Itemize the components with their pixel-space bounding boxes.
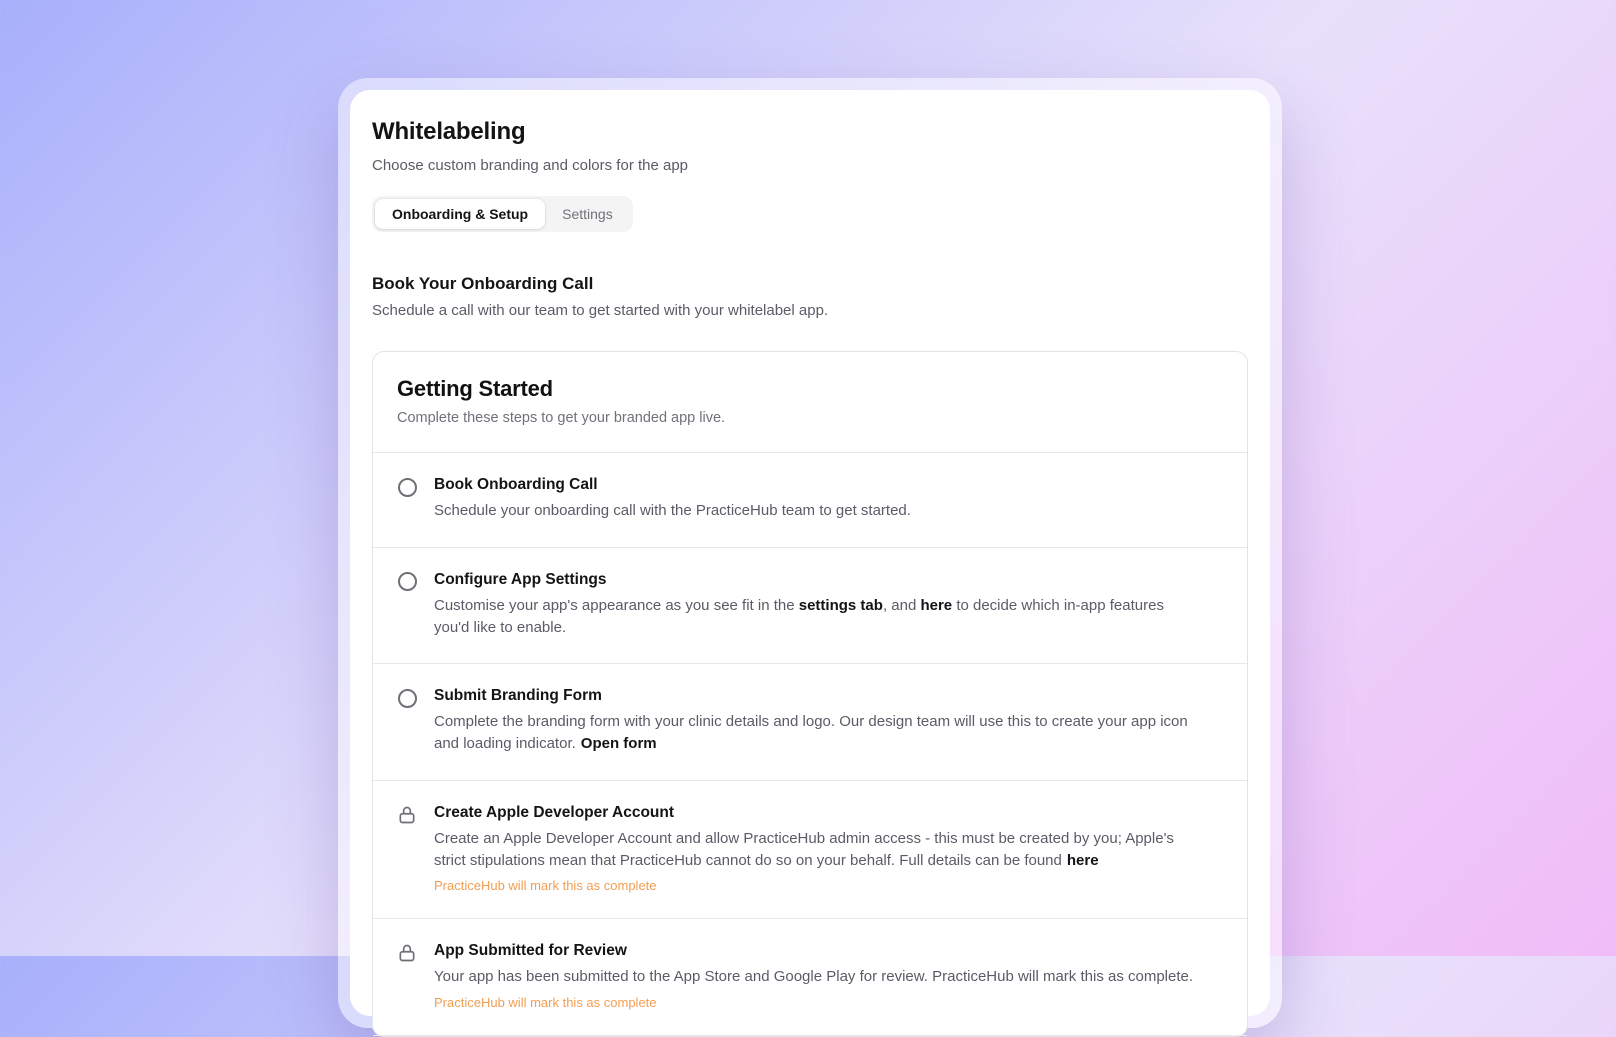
- lock-icon: [397, 805, 417, 825]
- in-app-features-here-link[interactable]: here: [920, 596, 953, 614]
- step-description: [434, 500, 911, 522]
- section-title: Book Your Onboarding Call: [372, 274, 594, 293]
- checklist-step: [373, 453, 1247, 548]
- tab-settings[interactable]: Settings: [545, 199, 630, 229]
- description-text: Customise your app's appearance as you see fit in the: [434, 596, 799, 614]
- section-subtitle: Schedule a call with our team to get started with your whitelabel app.: [372, 302, 829, 319]
- whitelabeling-card: [350, 90, 1270, 1016]
- step-note: PracticeHub will mark this as complete: [434, 878, 657, 894]
- step-description: [434, 711, 1196, 755]
- card-frame: [338, 78, 1282, 1028]
- tab-bar: [372, 196, 633, 232]
- description-text: to decide which in-app features you'd like to enable.: [434, 596, 1164, 636]
- checklist-subtitle: Complete these steps to get your branded app live.: [397, 410, 726, 426]
- lock-icon: [397, 943, 417, 963]
- checklist-title: Getting Started: [397, 376, 553, 401]
- getting-started-panel: [372, 351, 1248, 1037]
- open-form-link[interactable]: Open form: [580, 735, 657, 752]
- step-title: Configure App Settings: [434, 570, 607, 588]
- checklist-steps: [373, 453, 1247, 1036]
- step-note: PracticeHub will mark this as complete: [434, 995, 657, 1010]
- checklist-step: [373, 548, 1247, 665]
- apple-details-here-link[interactable]: here: [1066, 851, 1099, 869]
- description-text: Your app has been submitted to the App Store and Google Play for review. PracticeHub will mark this as complete.: [434, 968, 1194, 986]
- description-text: Schedule your onboarding call with the PracticeHub team to get started.: [434, 502, 911, 519]
- checklist-step: [373, 781, 1247, 920]
- tab-onboarding-setup[interactable]: Onboarding & Setup: [375, 199, 545, 229]
- circle-icon[interactable]: [397, 688, 417, 708]
- circle-icon[interactable]: [397, 477, 417, 497]
- checklist-step: [373, 664, 1247, 781]
- step-description: [434, 966, 1193, 988]
- step-title: Book Onboarding Call: [434, 476, 598, 493]
- step-title: Submit Branding Form: [434, 687, 602, 705]
- step-title: Create Apple Developer Account: [434, 803, 675, 821]
- description-text: Create an Apple Developer Account and allow PracticeHub admin access - this must be created by you; Apple's strict stipulations mean that PracticeHub cannot do so on your behalf. Full details can be found: [434, 829, 1174, 869]
- checklist-step: [373, 919, 1247, 1036]
- page-subtitle: Choose custom branding and colors for the app: [372, 157, 689, 174]
- settings-tab-link[interactable]: settings tab: [798, 596, 883, 614]
- description-text: , and: [882, 596, 921, 614]
- description-text: Complete the branding form with your clinic details and logo. Our design team will use this to create your app icon and loading indicator.: [434, 713, 1188, 752]
- step-description: [434, 828, 1196, 872]
- step-title: App Submitted for Review: [434, 942, 627, 960]
- getting-started-header: [373, 352, 1247, 453]
- circle-icon[interactable]: [397, 572, 417, 592]
- step-description: [434, 595, 1196, 639]
- page-title: Whitelabeling: [372, 118, 526, 145]
